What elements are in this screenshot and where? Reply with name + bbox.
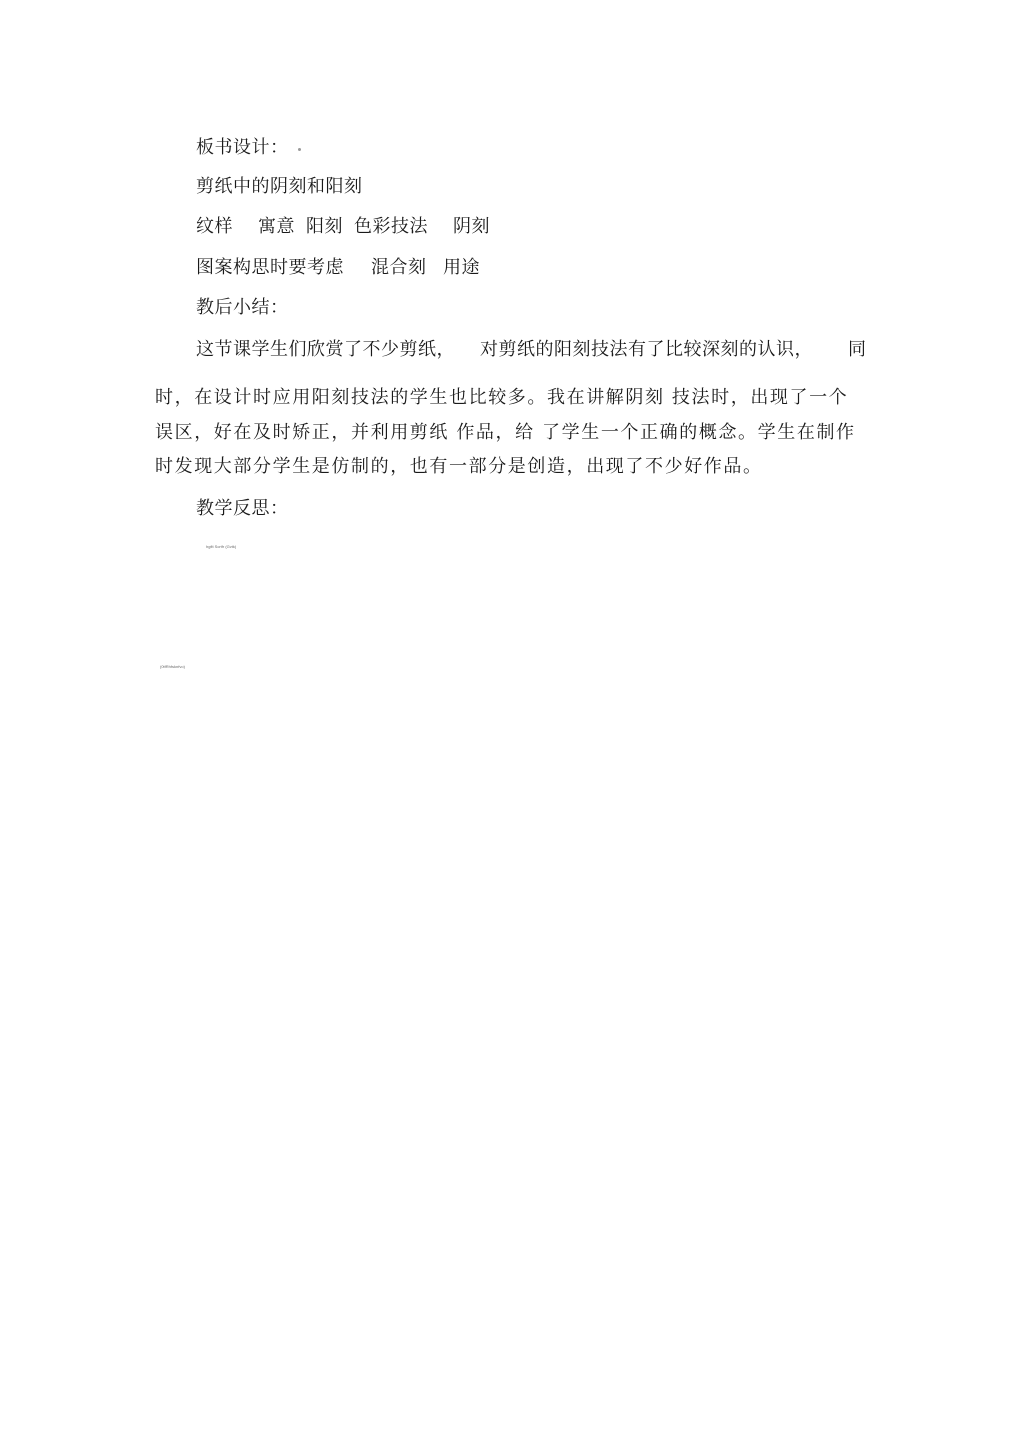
blackboard-heading: 板书设计： — [196, 137, 289, 158]
row1-item: 色彩技法 — [354, 216, 428, 237]
tiny-artifact-text: (0tfRhfsknfvo) — [160, 664, 185, 669]
summary-paragraph-line-1 — [196, 339, 876, 361]
row2-item: 混合刻 — [371, 257, 427, 278]
summary-text-segment: 同 — [848, 339, 867, 360]
summary-text-segment: 对剪纸的阳刻技法有了比较深刻的认识， — [480, 339, 813, 360]
lesson-title: 剪纸中的阴刻和阳刻 — [196, 176, 363, 197]
tiny-artifact-text: hgfit Scrtfr (Gvtk) — [206, 544, 237, 549]
summary-heading: 教后小结： — [196, 297, 289, 318]
row1-item: 纹样 — [196, 216, 233, 237]
row1-item: 阴刻 — [453, 216, 490, 237]
blackboard-row-1 — [196, 216, 516, 238]
summary-paragraph-line-3: 误区，好在及时矫正，并利用剪纸 作品，给 了学生一个正确的概念。学生在制作 — [155, 422, 856, 443]
summary-paragraph-line-2: 时，在设计时应用阳刻技法的学生也比较多。我在讲解阴刻 技法时，出现了一个 — [155, 387, 849, 408]
row1-item: 寓意 — [258, 216, 295, 237]
row1-item: 阳刻 — [306, 216, 343, 237]
blackboard-row-2 — [196, 257, 516, 279]
row2-item: 图案构思时要考虑 — [196, 257, 344, 278]
row2-item: 用途 — [443, 257, 480, 278]
summary-text-segment: 这节课学生们欣赏了不少剪纸， — [196, 339, 455, 360]
summary-paragraph-line-4: 时发现大部分学生是仿制的，也有一部分是创造，出现了不少好作品。 — [155, 456, 763, 477]
reflection-heading: 教学反思： — [196, 498, 289, 519]
bullet-dot — [298, 148, 301, 151]
